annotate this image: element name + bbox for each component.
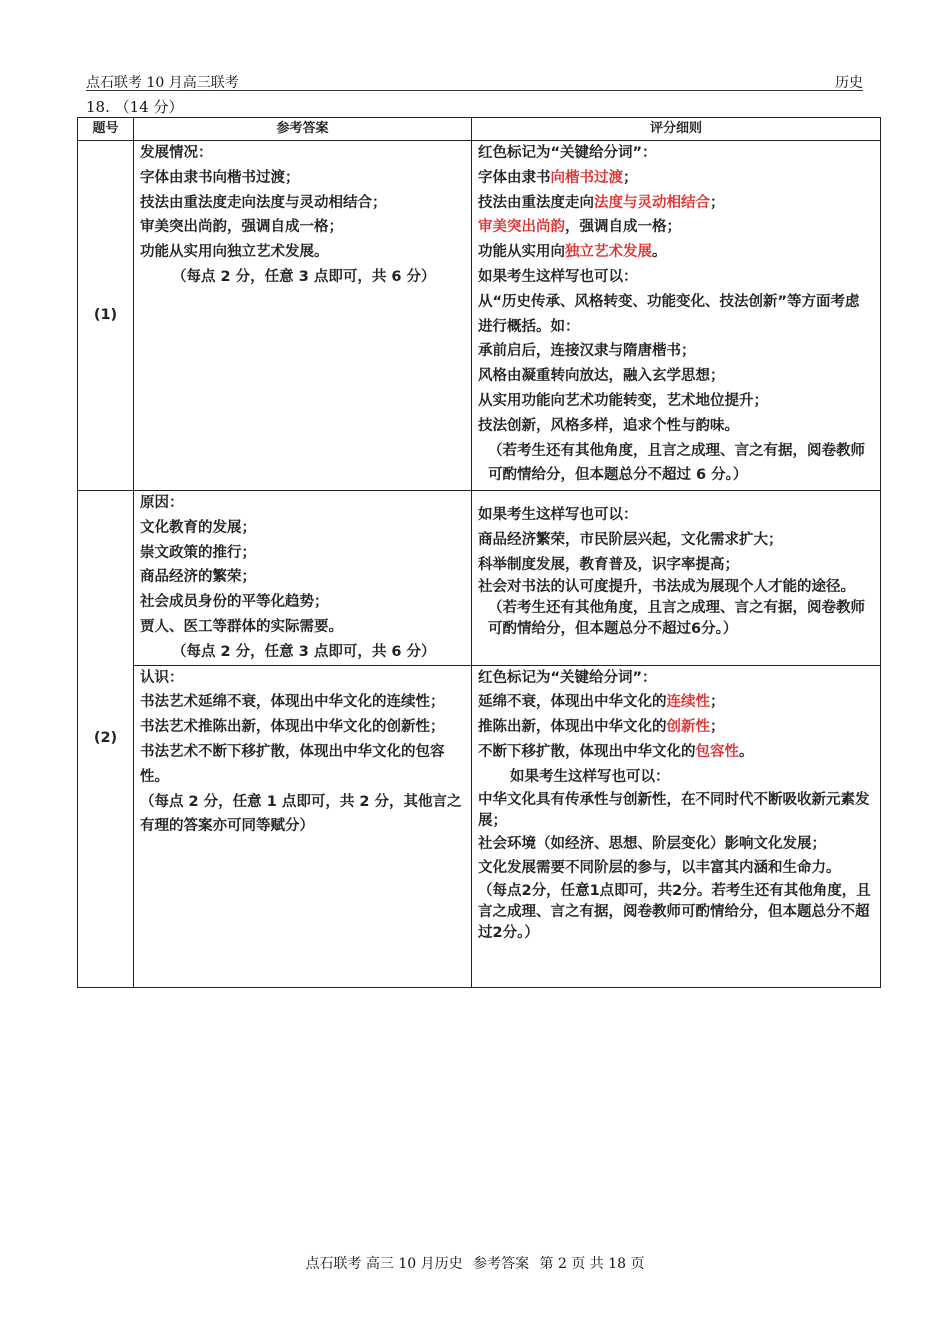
key-phrase: 法度与灵动相结合 [594, 194, 710, 211]
criteria-note: （若考生还有其他角度，且言之成理、言之有据，阅卷教师可酌情给分，但本题总分不超过 6 分。） [488, 442, 865, 484]
answer-line: 字体由隶书向楷书过渡； [140, 169, 300, 186]
criteria-note: （每点2分，任意1点即可，共2分。若考生还有其他角度，且言之成理、言之有据，阅卷教师可酌情给分，但本题总分不超过2分。） [478, 883, 871, 942]
key-phrase: 审美突出尚韵 [478, 219, 565, 236]
criteria-line: 功能从实用向独立艺术发展。 [478, 244, 667, 261]
key-phrase: 连续性 [666, 694, 710, 711]
criteria-line: 商品经济繁荣，市民阶层兴起，文化需求扩大； [478, 531, 783, 548]
answer-line: 书法艺术推陈出新，体现出中华文化的创新性； [140, 719, 445, 736]
answer-line: 贾人、医工等群体的实际需要。 [140, 618, 343, 635]
part2-understanding-criteria [472, 665, 881, 987]
part2-number: (2) [78, 491, 134, 988]
criteria-line: 风格由凝重转向放达，融入玄学思想； [478, 368, 725, 385]
criteria-line: 技法由重法度走向法度与灵动相结合； [478, 194, 725, 211]
answer-scoring-note: （每点 2 分，任意 3 点即可，共 6 分） [172, 643, 436, 660]
answer-scoring-note: （每点 2 分，任意 1 点即可，共 2 分，其他言之有理的答案亦可同等赋分） [140, 793, 462, 835]
criteria-line: 延绵不衰，体现出中华文化的连续性； [478, 694, 725, 711]
page-footer [0, 1253, 950, 1273]
answer-line: 认识： [140, 669, 184, 686]
part1-answer [134, 141, 472, 491]
criteria-line: 中华文化具有传承性与创新性，在不同时代不断吸收新元素发展； [478, 791, 870, 829]
criteria-line: 推陈出新，体现出中华文化的创新性； [478, 719, 725, 736]
criteria-line: 如果考生这样写也可以： [510, 768, 670, 785]
answer-line: 书法艺术不断下移扩散，体现出中华文化的包容性。 [140, 743, 445, 785]
criteria-line: 文化发展需要不同阶层的参与，以丰富其内涵和生命力。 [478, 860, 841, 877]
answer-scoring-note: （每点 2 分，任意 3 点即可，共 6 分） [172, 268, 436, 285]
criteria-line: 如果考生这样写也可以： [478, 268, 638, 285]
answer-line: 审美突出尚韵，强调自成一格； [140, 219, 343, 236]
criteria-line: 技法创新，风格多样，追求个性与韵味。 [478, 417, 739, 434]
answer-line: 技法由重法度走向法度与灵动相结合； [140, 194, 387, 211]
footer-type: 参考答案 [473, 1256, 530, 1272]
answer-line: 商品经济的繁荣； [140, 569, 256, 586]
criteria-line: 红色标记为“关键给分词”： [478, 669, 657, 686]
criteria-line: 不断下移扩散，体现出中华文化的包容性。 [478, 743, 754, 760]
table-row-part2-understanding [78, 665, 881, 987]
header-question-number: 题号 [78, 118, 134, 141]
part2-understanding-answer [134, 665, 472, 987]
criteria-line: 从实用功能向艺术功能转变，艺术地位提升； [478, 392, 768, 409]
part1-number: (1) [78, 141, 134, 491]
part2-reasons-answer [134, 491, 472, 666]
answer-line: 书法艺术延绵不衰，体现出中华文化的连续性； [140, 694, 445, 711]
criteria-line: 社会对书法的认可度提升，书法成为展现个人才能的途径。 [478, 579, 855, 596]
criteria-note: （若考生还有其他角度，且言之成理、言之有据，阅卷教师可酌情给分，但本题总分不超过6分。） [488, 600, 865, 638]
answer-line: 发展情况： [140, 145, 213, 161]
header-scoring-rules: 评分细则 [472, 118, 881, 141]
part2-reasons-criteria [472, 491, 881, 666]
key-phrase: 向楷书过渡 [550, 169, 623, 186]
answer-table [77, 117, 881, 988]
criteria-line: 字体由隶书向楷书过渡； [478, 169, 638, 186]
footer-page-number: 第 2 页 共 18 页 [539, 1256, 645, 1272]
header-subject: 历史 [835, 75, 863, 91]
table-row-part1 [78, 141, 881, 491]
criteria-line: 科举制度发展，教育普及，识字率提高； [478, 556, 739, 573]
header-exam-name: 点石联考 10 月高三联考 [86, 75, 239, 91]
answer-line: 功能从实用向独立艺术发展。 [140, 244, 329, 261]
criteria-line: 如果考生这样写也可以： [478, 507, 638, 523]
criteria-line: 红色标记为“关键给分词”： [478, 145, 657, 161]
criteria-line: 承前启后，连接汉隶与隋唐楷书； [478, 343, 696, 360]
question-title: 18. （14 分） [86, 98, 184, 116]
answer-line: 原因： [140, 495, 184, 511]
key-phrase: 创新性 [666, 719, 710, 736]
answer-line: 文化教育的发展； [140, 519, 256, 536]
criteria-line: 从“历史传承、风格转变、功能变化、技法创新”等方面考虑进行概括。如： [478, 293, 860, 335]
criteria-line: 审美突出尚韵，强调自成一格； [478, 219, 681, 236]
criteria-line: 社会环境（如经济、思想、阶层变化）影响文化发展； [478, 835, 826, 852]
table-header-row [78, 118, 881, 141]
page-header [86, 70, 863, 91]
header-reference-answer: 参考答案 [134, 118, 472, 141]
key-phrase: 包容性 [695, 743, 739, 760]
footer-exam: 点石联考 高三 10 月历史 [305, 1256, 463, 1272]
table-row-part2-reasons [78, 491, 881, 666]
part1-criteria [472, 141, 881, 491]
answer-line: 社会成员身份的平等化趋势； [140, 594, 329, 611]
answer-line: 崇文政策的推行； [140, 544, 256, 561]
key-phrase: 独立艺术发展 [565, 244, 652, 261]
